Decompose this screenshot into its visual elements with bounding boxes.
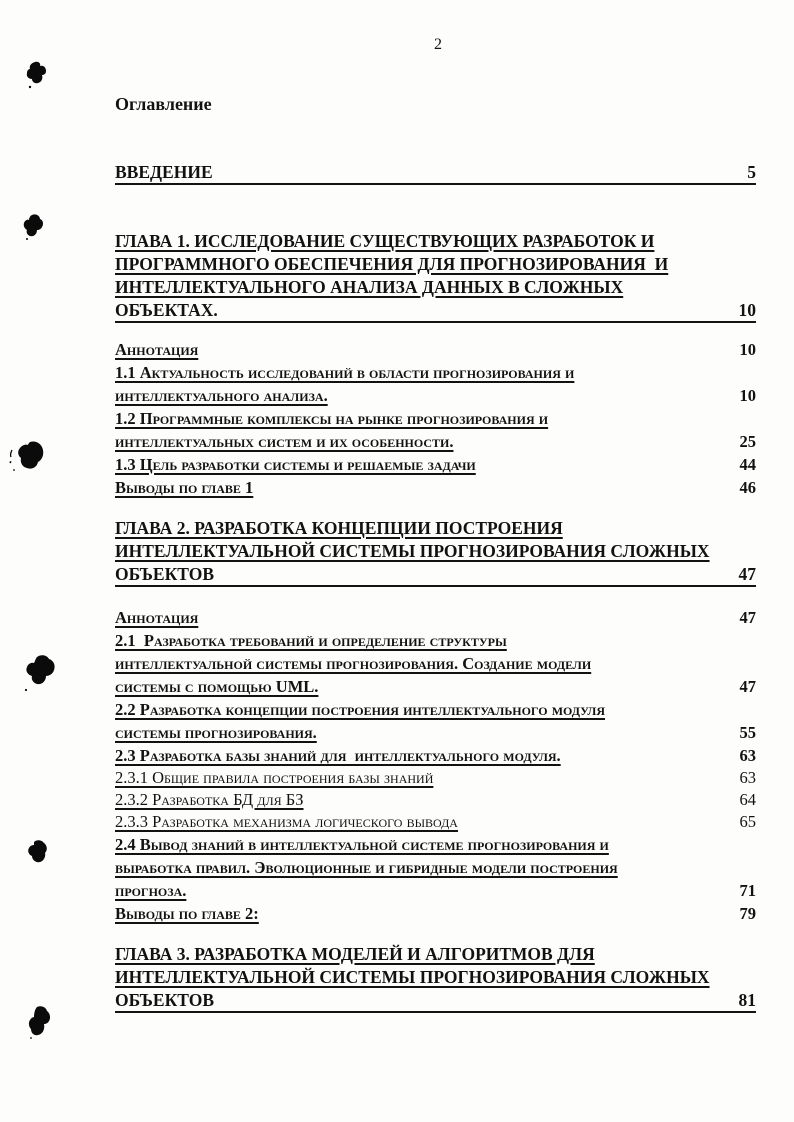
- toc-entry-line: [115, 832, 756, 855]
- page-number: 2: [434, 36, 442, 53]
- toc-entry-line: [115, 743, 756, 766]
- toc-page-ref: 10: [739, 340, 756, 359]
- toc-entry-line: [115, 878, 756, 901]
- toc-entry-text: системы с помощью UML.: [115, 677, 319, 696]
- toc-page-ref: 44: [739, 455, 756, 474]
- toc-entry-text: 2.4 Вывод знаний в интеллектуальной системе прогнозирования и: [115, 835, 609, 854]
- toc-entry: [115, 628, 756, 697]
- toc-page-ref: 65: [739, 812, 756, 831]
- toc-entry-text: Выводы по главе 1: [115, 478, 254, 497]
- toc-page-ref: 25: [739, 432, 756, 451]
- ink-blot: [25, 61, 47, 90]
- toc-entry-line: [115, 298, 756, 323]
- toc-entry-line: [115, 766, 756, 788]
- toc-page-ref: 47: [739, 608, 756, 627]
- toc-entry: [115, 901, 756, 924]
- toc-entry-line: [115, 697, 756, 720]
- toc-entry-text: ВВЕДЕНИЕ: [115, 162, 213, 182]
- toc-entry-line: [115, 275, 756, 298]
- toc-entry: [115, 516, 756, 587]
- toc-page-ref: 10: [739, 386, 756, 405]
- toc-entry-text: ПРОГРАММНОГО ОБЕСПЕЧЕНИЯ ДЛЯ ПРОГНОЗИРОВАНИЯ И: [115, 254, 669, 274]
- toc-page-ref: 81: [738, 990, 756, 1010]
- toc-entry-line: [115, 810, 756, 832]
- toc-entry-text: 2.3.3 Разработка механизма логического вывода: [115, 812, 458, 831]
- toc-entry-text: выработка правил. Эволюционные и гибридные модели построения: [115, 858, 618, 877]
- toc-page-ref: 47: [739, 677, 756, 696]
- toc-entry-text: интеллектуальной системы прогнозирования. Создание модели: [115, 654, 592, 673]
- toc-entry-text: ИНТЕЛЛЕКТУАЛЬНОГО АНАЛИЗА ДАННЫХ В СЛОЖНЫХ: [115, 277, 624, 297]
- toc-entry-text: интеллектуальных систем и их особенности.: [115, 432, 454, 451]
- toc-entry-line: [115, 429, 756, 452]
- toc-entry: [115, 337, 756, 360]
- toc-entry-text: 1.2 Программные комплексы на рынке прогнозирования и: [115, 409, 549, 428]
- toc-entry-text: 2.3.2 Разработка БД для БЗ: [115, 790, 304, 809]
- toc-entry-text: ГЛАВА 2. РАЗРАБОТКА КОНЦЕПЦИИ ПОСТРОЕНИЯ: [115, 518, 563, 538]
- toc-entry-line: [115, 475, 756, 498]
- toc-entry-text: Аннотация: [115, 608, 199, 627]
- toc-entry-line: [115, 651, 756, 674]
- toc-entry-line: [115, 539, 756, 562]
- toc-page-ref: 10: [738, 300, 756, 320]
- toc-entry-line: [115, 605, 756, 628]
- toc-entry-text: системы прогнозирования.: [115, 723, 317, 742]
- toc-entry-line: [115, 383, 756, 406]
- toc-list: [115, 160, 756, 1013]
- toc-entry: [115, 788, 756, 810]
- toc-page-ref: 63: [739, 768, 756, 787]
- toc-entry: [115, 229, 756, 323]
- toc-entry: [115, 697, 756, 743]
- toc-page-ref: 71: [739, 881, 756, 900]
- toc-entry-text: ГЛАВА 3. РАЗРАБОТКА МОДЕЛЕЙ И АЛГОРИТМОВ ДЛЯ: [115, 944, 595, 964]
- toc-entry-line: [115, 965, 756, 988]
- toc-entry-text: ОБЪЕКТАХ.: [115, 300, 218, 320]
- toc-entry: [115, 942, 756, 1013]
- toc-entry-text: интеллектуального анализа.: [115, 386, 328, 405]
- toc-entry-line: [115, 788, 756, 810]
- toc-entry-line: [115, 337, 756, 360]
- toc-entry: [115, 452, 756, 475]
- toc-entry-line: [115, 406, 756, 429]
- toc-entry: [115, 766, 756, 788]
- toc-entry-text: прогноза.: [115, 881, 187, 900]
- toc-entry-text: ИНТЕЛЛЕКТУАЛЬНОЙ СИСТЕМЫ ПРОГНОЗИРОВАНИЯ СЛОЖНЫХ: [115, 541, 710, 561]
- toc-title: Оглавление: [115, 94, 212, 114]
- toc-entry: [115, 832, 756, 901]
- toc-page-ref: 55: [739, 723, 756, 742]
- toc-entry-text: 2.3.1 Общие правила построения базы знаний: [115, 768, 434, 787]
- toc-entry-line: [115, 516, 756, 539]
- ink-blot: [23, 654, 56, 694]
- toc-entry-text: 1.3 Цель разработки системы и решаемые задачи: [115, 455, 476, 474]
- toc-entry-text: 2.2 Разработка концепции построения интеллектуального модуля: [115, 700, 606, 719]
- toc-entry-line: [115, 160, 756, 185]
- toc-entry: [115, 360, 756, 406]
- toc-entry-text: 1.1 Актуальность исследований в области прогнозирования и: [115, 363, 575, 382]
- toc-entry-text: ОБЪЕКТОВ: [115, 990, 214, 1010]
- toc-entry-line: [115, 452, 756, 475]
- toc-page-ref: 5: [747, 162, 756, 182]
- toc-entry: [115, 406, 756, 452]
- toc-entry: [115, 160, 756, 185]
- toc-entry-text: Аннотация: [115, 340, 199, 359]
- toc-entry-line: [115, 674, 756, 697]
- toc-entry-line: [115, 901, 756, 924]
- ink-blot: [26, 839, 48, 867]
- toc-entry-line: [115, 628, 756, 651]
- toc-entry-line: [115, 562, 756, 587]
- toc-entry-line: [115, 252, 756, 275]
- toc-entry: [115, 475, 756, 498]
- toc-page-ref: 63: [739, 746, 756, 765]
- ink-blot: [23, 213, 44, 241]
- toc-page-ref: 64: [739, 790, 756, 809]
- toc-entry: [115, 810, 756, 832]
- toc-entry-text: ГЛАВА 1. ИССЛЕДОВАНИЕ СУЩЕСТВУЮЩИХ РАЗРАБОТОК И: [115, 231, 655, 251]
- toc-entry: [115, 605, 756, 628]
- toc-entry-text: 2.3 Разработка базы знаний для интеллектуального модуля.: [115, 746, 561, 765]
- toc-entry-text: Выводы по главе 2:: [115, 904, 259, 923]
- toc-entry-line: [115, 360, 756, 383]
- toc-entry-line: [115, 988, 756, 1013]
- toc-page-ref: 47: [738, 564, 756, 584]
- toc-entry-text: ОБЪЕКТОВ: [115, 564, 214, 584]
- toc-page-ref: 46: [739, 478, 756, 497]
- toc-entry-text: 2.1 Разработка требований и определение структуры: [115, 631, 507, 650]
- toc-entry-line: [115, 942, 756, 965]
- toc-page-ref: 79: [739, 904, 756, 923]
- toc-entry-line: [115, 720, 756, 743]
- ink-blot: [27, 1005, 52, 1041]
- toc-entry: [115, 743, 756, 766]
- toc-entry-line: [115, 229, 756, 252]
- toc-entry-text: ИНТЕЛЛЕКТУАЛЬНОЙ СИСТЕМЫ ПРОГНОЗИРОВАНИЯ СЛОЖНЫХ: [115, 967, 710, 987]
- ink-blot: [8, 440, 46, 482]
- toc-entry-line: [115, 855, 756, 878]
